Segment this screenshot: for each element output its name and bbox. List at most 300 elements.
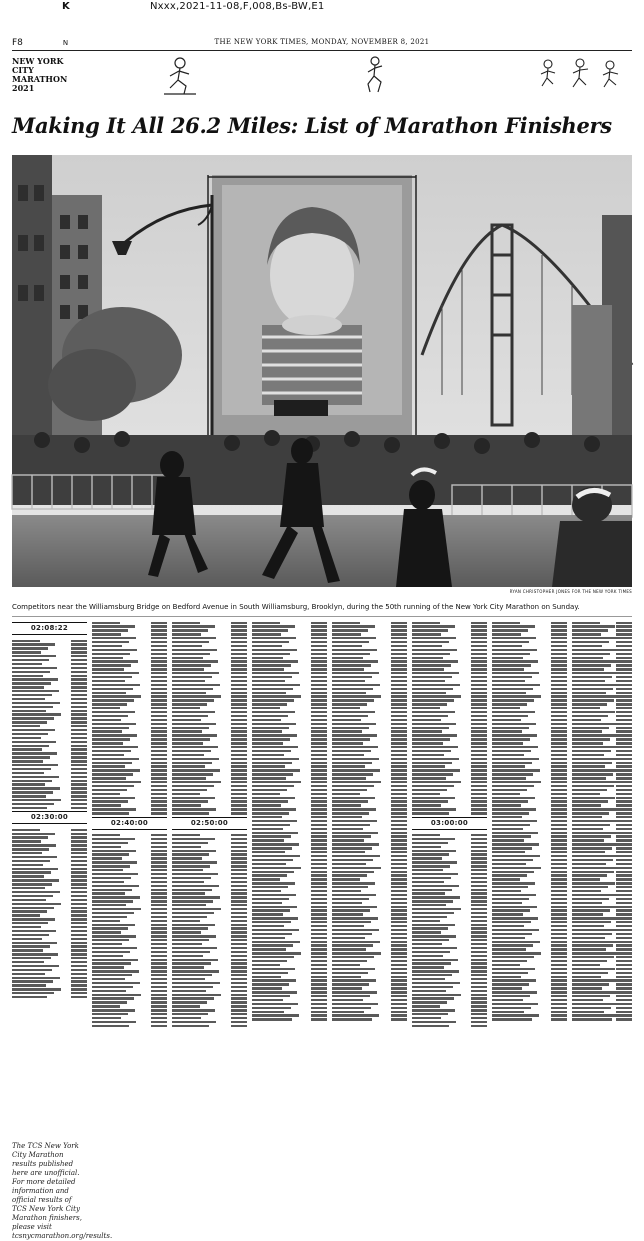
finisher-name-mark bbox=[332, 944, 373, 946]
finisher-name-mark bbox=[412, 625, 455, 627]
finish-time-mark bbox=[151, 715, 167, 717]
finisher-row bbox=[172, 836, 247, 840]
finish-time-mark bbox=[391, 898, 407, 900]
finish-time-mark bbox=[551, 758, 567, 760]
finisher-name-mark bbox=[492, 886, 528, 888]
finish-time-mark bbox=[151, 773, 167, 775]
finisher-name-mark bbox=[492, 684, 540, 686]
finish-time-mark bbox=[471, 758, 487, 760]
finisher-row bbox=[412, 836, 487, 840]
finisher-name-mark bbox=[332, 703, 367, 705]
finish-time-mark bbox=[471, 641, 487, 643]
finish-time-mark bbox=[151, 892, 167, 894]
finisher-name-mark bbox=[12, 992, 54, 994]
finisher-name-mark bbox=[172, 746, 218, 748]
finish-time-mark bbox=[551, 929, 567, 931]
finisher-row bbox=[332, 846, 407, 850]
finisher-name-mark bbox=[572, 937, 605, 939]
finisher-row bbox=[492, 931, 567, 935]
finisher-name-mark bbox=[332, 979, 376, 981]
finisher-name-mark bbox=[332, 933, 372, 935]
finish-time-mark bbox=[391, 738, 407, 740]
finish-time-mark bbox=[71, 914, 87, 916]
finisher-row bbox=[172, 768, 247, 772]
finisher-row bbox=[12, 831, 87, 835]
finisher-name-mark bbox=[92, 625, 135, 627]
finisher-row bbox=[492, 698, 567, 702]
finish-time-mark bbox=[71, 973, 87, 975]
finisher-row bbox=[572, 663, 632, 667]
finisher-name-mark bbox=[332, 645, 362, 647]
finisher-name-mark bbox=[12, 879, 59, 881]
finish-time-mark bbox=[391, 1018, 407, 1020]
finisher-name-mark bbox=[332, 964, 360, 966]
finisher-row bbox=[332, 857, 407, 861]
finish-time-mark bbox=[471, 877, 487, 879]
finish-time-mark bbox=[71, 799, 87, 801]
finish-time-mark bbox=[71, 840, 87, 842]
finisher-name-mark bbox=[412, 773, 453, 775]
finisher-row bbox=[172, 663, 247, 667]
finisher-name-mark bbox=[92, 1005, 120, 1007]
finisher-name-mark bbox=[172, 962, 211, 964]
finisher-name-mark bbox=[412, 769, 460, 771]
finish-time-mark bbox=[311, 785, 327, 787]
finisher-name-mark bbox=[412, 657, 443, 659]
finisher-name-mark bbox=[172, 629, 208, 631]
finisher-name-mark bbox=[492, 968, 535, 970]
finisher-row bbox=[332, 651, 407, 655]
finisher-name-mark bbox=[92, 1017, 121, 1019]
finisher-name-mark bbox=[412, 730, 442, 732]
finisher-name-mark bbox=[92, 877, 131, 879]
finisher-row bbox=[572, 896, 632, 900]
finisher-name-mark bbox=[332, 653, 370, 655]
finisher-row bbox=[92, 772, 167, 776]
time-group-header: 03:00:00 bbox=[412, 817, 487, 830]
finisher-row bbox=[572, 892, 632, 896]
finisher-row bbox=[332, 636, 407, 640]
finish-time-mark bbox=[231, 754, 247, 756]
finisher-name-mark bbox=[92, 947, 137, 949]
finish-time-mark bbox=[391, 987, 407, 989]
finish-time-mark bbox=[391, 1011, 407, 1013]
finish-time-mark bbox=[151, 853, 167, 855]
finisher-name-mark bbox=[172, 842, 208, 844]
finisher-row bbox=[252, 978, 327, 982]
finisher-name-mark bbox=[12, 752, 57, 754]
finisher-row bbox=[572, 783, 632, 787]
finish-time-mark bbox=[551, 660, 567, 662]
finisher-name-mark bbox=[492, 804, 521, 806]
finish-time-mark bbox=[231, 850, 247, 852]
finisher-name-mark bbox=[412, 1005, 440, 1007]
finisher-name-mark bbox=[412, 877, 451, 879]
finisher-row bbox=[172, 686, 247, 690]
finish-time-mark bbox=[616, 762, 632, 764]
finisher-name-mark bbox=[572, 1003, 617, 1005]
finish-time-mark bbox=[471, 962, 487, 964]
finisher-row bbox=[572, 842, 632, 846]
finisher-row bbox=[12, 975, 87, 979]
finisher-row bbox=[412, 709, 487, 713]
finish-time-mark bbox=[471, 692, 487, 694]
finish-time-mark bbox=[71, 713, 87, 715]
finish-time-mark bbox=[231, 730, 247, 732]
finisher-row bbox=[492, 772, 567, 776]
finish-time-mark bbox=[151, 896, 167, 898]
finish-time-mark bbox=[471, 808, 487, 810]
finish-time-mark bbox=[71, 871, 87, 873]
finish-time-mark bbox=[71, 844, 87, 846]
finisher-row bbox=[172, 895, 247, 899]
finish-time-mark bbox=[616, 738, 632, 740]
finisher-name-mark bbox=[572, 925, 604, 927]
finisher-name-mark bbox=[172, 904, 206, 906]
finisher-name-mark bbox=[92, 754, 124, 756]
finisher-name-mark bbox=[252, 750, 291, 752]
finisher-name-mark bbox=[572, 843, 617, 845]
finish-time-mark bbox=[231, 723, 247, 725]
finish-time-mark bbox=[231, 959, 247, 961]
finisher-name-mark bbox=[252, 653, 290, 655]
finisher-name-mark bbox=[572, 886, 608, 888]
finisher-name-mark bbox=[12, 741, 56, 743]
finish-time-mark bbox=[71, 875, 87, 877]
finish-time-mark bbox=[71, 791, 87, 793]
finisher-name-mark bbox=[172, 711, 215, 713]
finisher-name-mark bbox=[492, 956, 534, 958]
finish-time-mark bbox=[391, 832, 407, 834]
finisher-name-mark bbox=[92, 939, 129, 941]
finisher-name-mark bbox=[172, 1021, 216, 1023]
finisher-name-mark bbox=[412, 797, 455, 799]
finish-time-mark bbox=[151, 873, 167, 875]
finish-time-mark bbox=[471, 1017, 487, 1019]
finisher-name-mark bbox=[412, 622, 440, 624]
finisher-name-mark bbox=[172, 765, 205, 767]
finish-time-mark bbox=[471, 727, 487, 729]
finisher-row bbox=[92, 1019, 167, 1023]
finisher-name-mark bbox=[412, 916, 447, 918]
finish-time-mark bbox=[617, 952, 632, 954]
finisher-row bbox=[252, 698, 327, 702]
finish-time-mark bbox=[616, 641, 632, 643]
finisher-name-mark bbox=[412, 781, 461, 783]
finisher-row bbox=[412, 996, 487, 1000]
finish-time-mark bbox=[471, 959, 487, 961]
finish-time-mark bbox=[231, 1021, 247, 1023]
finisher-name-mark bbox=[332, 941, 380, 943]
finisher-name-mark bbox=[492, 781, 541, 783]
finisher-name-mark bbox=[92, 812, 129, 814]
finisher-row bbox=[332, 807, 407, 811]
finish-time-mark bbox=[551, 933, 567, 935]
finisher-name-mark bbox=[412, 1025, 449, 1027]
finisher-name-mark bbox=[412, 699, 454, 701]
finisher-name-mark bbox=[12, 776, 59, 778]
finisher-name-mark bbox=[12, 651, 41, 653]
finisher-name-mark bbox=[412, 951, 450, 953]
finish-time-mark bbox=[151, 1025, 167, 1027]
finisher-name-mark bbox=[92, 653, 130, 655]
finisher-row bbox=[412, 899, 487, 903]
finisher-row bbox=[412, 934, 487, 938]
finish-time-mark bbox=[151, 688, 167, 690]
finisher-name-mark bbox=[172, 1001, 207, 1003]
finisher-name-mark bbox=[412, 711, 455, 713]
finisher-name-mark bbox=[92, 873, 138, 875]
finisher-row bbox=[412, 922, 487, 926]
finisher-name-mark bbox=[492, 645, 522, 647]
finisher-name-mark bbox=[412, 719, 441, 721]
finish-time-mark bbox=[391, 917, 407, 919]
finisher-name-mark bbox=[492, 898, 529, 900]
finisher-name-mark bbox=[252, 886, 288, 888]
finisher-name-mark bbox=[332, 781, 381, 783]
finisher-row bbox=[12, 893, 87, 897]
finisher-row bbox=[492, 745, 567, 749]
finish-time-mark bbox=[551, 1018, 567, 1020]
finish-time-mark bbox=[231, 765, 247, 767]
finish-time-mark bbox=[471, 734, 487, 736]
finish-time-mark bbox=[471, 1025, 487, 1027]
finisher-name-mark bbox=[412, 865, 450, 867]
finish-time-mark bbox=[391, 804, 407, 806]
finisher-name-mark bbox=[332, 808, 376, 810]
finish-time-mark bbox=[231, 990, 247, 992]
finisher-name-mark bbox=[412, 649, 457, 651]
finisher-name-mark bbox=[492, 738, 530, 740]
finisher-row bbox=[332, 737, 407, 741]
finisher-row bbox=[252, 834, 327, 838]
finish-time-mark bbox=[551, 684, 567, 686]
finisher-row bbox=[492, 651, 567, 655]
finish-time-mark bbox=[551, 941, 567, 943]
finish-time-mark bbox=[311, 952, 327, 954]
finisher-row bbox=[252, 780, 327, 784]
finisher-name-mark bbox=[332, 898, 369, 900]
finisher-row bbox=[92, 807, 167, 811]
results-column bbox=[92, 620, 167, 1194]
finish-time-mark bbox=[616, 824, 632, 826]
finisher-name-mark bbox=[332, 785, 374, 787]
finish-time-mark bbox=[151, 695, 167, 697]
finisher-name-mark bbox=[492, 1018, 532, 1020]
finisher-row bbox=[172, 949, 247, 953]
finish-time-mark bbox=[391, 742, 407, 744]
finisher-name-mark bbox=[92, 734, 137, 736]
finish-time-mark bbox=[616, 979, 632, 981]
finish-time-mark bbox=[551, 867, 567, 869]
finisher-name-mark bbox=[492, 680, 525, 682]
finish-time-mark bbox=[551, 1014, 567, 1016]
finisher-name-mark bbox=[252, 789, 287, 791]
finisher-name-mark bbox=[252, 979, 296, 981]
finish-time-mark bbox=[151, 861, 167, 863]
runner-sketch-icon bbox=[360, 54, 390, 98]
finisher-name-mark bbox=[12, 895, 53, 897]
finisher-name-mark bbox=[572, 832, 617, 834]
finisher-row bbox=[252, 955, 327, 959]
finish-time-mark bbox=[551, 937, 567, 939]
finisher-row bbox=[252, 745, 327, 749]
finish-time-mark bbox=[616, 890, 632, 892]
finish-time-mark bbox=[151, 838, 167, 840]
finish-time-mark bbox=[71, 764, 87, 766]
finisher-row bbox=[172, 1008, 247, 1012]
finish-time-mark bbox=[391, 855, 407, 857]
finisher-name-mark bbox=[12, 721, 47, 723]
finish-time-mark bbox=[471, 765, 487, 767]
finish-time-mark bbox=[391, 882, 407, 884]
finish-time-mark bbox=[616, 863, 632, 865]
finish-time-mark bbox=[616, 688, 632, 690]
finisher-name-mark bbox=[332, 999, 363, 1001]
finisher-name-mark bbox=[172, 754, 204, 756]
finish-time-mark bbox=[551, 917, 567, 919]
finish-time-mark bbox=[311, 1007, 327, 1009]
finisher-row bbox=[252, 1017, 327, 1021]
finisher-row bbox=[572, 943, 632, 947]
finish-time-mark bbox=[471, 657, 487, 659]
finish-time-mark bbox=[551, 676, 567, 678]
finisher-name-mark bbox=[572, 956, 614, 958]
finisher-row bbox=[92, 910, 167, 914]
finish-time-mark bbox=[71, 694, 87, 696]
finish-time-mark bbox=[71, 776, 87, 778]
finisher-name-mark bbox=[92, 746, 138, 748]
finisher-row bbox=[492, 916, 567, 920]
finisher-name-mark bbox=[12, 807, 47, 809]
finisher-name-mark bbox=[572, 972, 608, 974]
finish-time-mark bbox=[391, 625, 407, 627]
finish-time-mark bbox=[311, 816, 327, 818]
finisher-name-mark bbox=[252, 909, 290, 911]
finisher-row bbox=[12, 987, 87, 991]
finish-time-mark bbox=[151, 645, 167, 647]
finisher-row bbox=[172, 969, 247, 973]
finish-time-mark bbox=[471, 672, 487, 674]
finisher-name-mark bbox=[92, 842, 128, 844]
finisher-row bbox=[332, 733, 407, 737]
finisher-name-mark bbox=[572, 730, 602, 732]
finisher-row bbox=[572, 702, 632, 706]
finish-time-mark bbox=[71, 836, 87, 838]
finisher-row bbox=[492, 686, 567, 690]
finish-time-mark bbox=[311, 882, 327, 884]
finish-time-mark bbox=[311, 983, 327, 985]
finish-time-mark bbox=[551, 902, 567, 904]
finisher-row bbox=[412, 864, 487, 868]
finisher-row bbox=[252, 842, 327, 846]
finish-time-mark bbox=[471, 684, 487, 686]
finish-time-mark bbox=[471, 1009, 487, 1011]
finisher-rows bbox=[412, 620, 487, 815]
finisher-name-mark bbox=[572, 680, 605, 682]
finish-time-mark bbox=[311, 909, 327, 911]
finisher-name-mark bbox=[572, 851, 605, 853]
finisher-name-mark bbox=[252, 847, 292, 849]
finisher-row bbox=[12, 739, 87, 743]
finisher-name-mark bbox=[412, 912, 454, 914]
finish-time-mark bbox=[551, 622, 567, 624]
finisher-name-mark bbox=[12, 926, 41, 928]
finisher-row bbox=[12, 763, 87, 767]
finisher-row bbox=[572, 1013, 632, 1017]
finish-time-mark bbox=[71, 640, 87, 642]
finisher-name-mark bbox=[412, 885, 459, 887]
finisher-row bbox=[412, 860, 487, 864]
finisher-name-mark bbox=[12, 980, 53, 982]
finisher-name-mark bbox=[252, 703, 287, 705]
finisher-row bbox=[572, 659, 632, 663]
finisher-row bbox=[332, 686, 407, 690]
finish-time-mark bbox=[231, 742, 247, 744]
finish-time-mark bbox=[151, 672, 167, 674]
finisher-name-mark bbox=[492, 843, 539, 845]
finish-time-mark bbox=[616, 676, 632, 678]
finish-time-mark bbox=[71, 760, 87, 762]
finisher-name-mark bbox=[12, 764, 58, 766]
finisher-row bbox=[332, 822, 407, 826]
finisher-name-mark bbox=[172, 853, 209, 855]
finish-time-mark bbox=[231, 869, 247, 871]
finisher-row bbox=[252, 686, 327, 690]
finisher-name-mark bbox=[412, 947, 457, 949]
finish-time-mark bbox=[391, 695, 407, 697]
finish-time-mark bbox=[71, 848, 87, 850]
finish-time-mark bbox=[311, 987, 327, 989]
finisher-name-mark bbox=[172, 896, 220, 898]
finish-time-mark bbox=[231, 637, 247, 639]
finisher-row bbox=[332, 994, 407, 998]
finish-time-mark bbox=[551, 851, 567, 853]
finisher-name-mark bbox=[172, 758, 219, 760]
finish-time-mark bbox=[311, 902, 327, 904]
finisher-name-mark bbox=[572, 645, 602, 647]
finisher-name-mark bbox=[572, 820, 616, 822]
runners-group-sketch-icon bbox=[530, 54, 630, 98]
finish-time-mark bbox=[551, 703, 567, 705]
finish-time-mark bbox=[311, 847, 327, 849]
finisher-name-mark bbox=[332, 937, 365, 939]
finish-time-mark bbox=[391, 839, 407, 841]
finisher-row bbox=[492, 682, 567, 686]
finish-time-mark bbox=[151, 808, 167, 810]
finish-time-mark bbox=[311, 769, 327, 771]
finisher-name-mark bbox=[332, 960, 367, 962]
finisher-name-mark bbox=[572, 785, 614, 787]
finish-time-mark bbox=[471, 800, 487, 802]
finish-time-mark bbox=[471, 838, 487, 840]
finisher-name-mark bbox=[92, 660, 138, 662]
finisher-name-mark bbox=[572, 746, 617, 748]
finish-time-mark bbox=[231, 699, 247, 701]
finisher-row bbox=[252, 760, 327, 764]
finisher-row bbox=[92, 945, 167, 949]
finisher-name-mark bbox=[92, 892, 125, 894]
finish-time-mark bbox=[151, 877, 167, 879]
finisher-row bbox=[492, 978, 567, 982]
finish-time-mark bbox=[551, 789, 567, 791]
finish-time-mark bbox=[151, 734, 167, 736]
finisher-name-mark bbox=[172, 892, 205, 894]
page-number: F8 bbox=[12, 38, 23, 48]
finish-time-mark bbox=[71, 772, 87, 774]
finish-time-mark bbox=[471, 723, 487, 725]
finisher-row bbox=[92, 811, 167, 815]
